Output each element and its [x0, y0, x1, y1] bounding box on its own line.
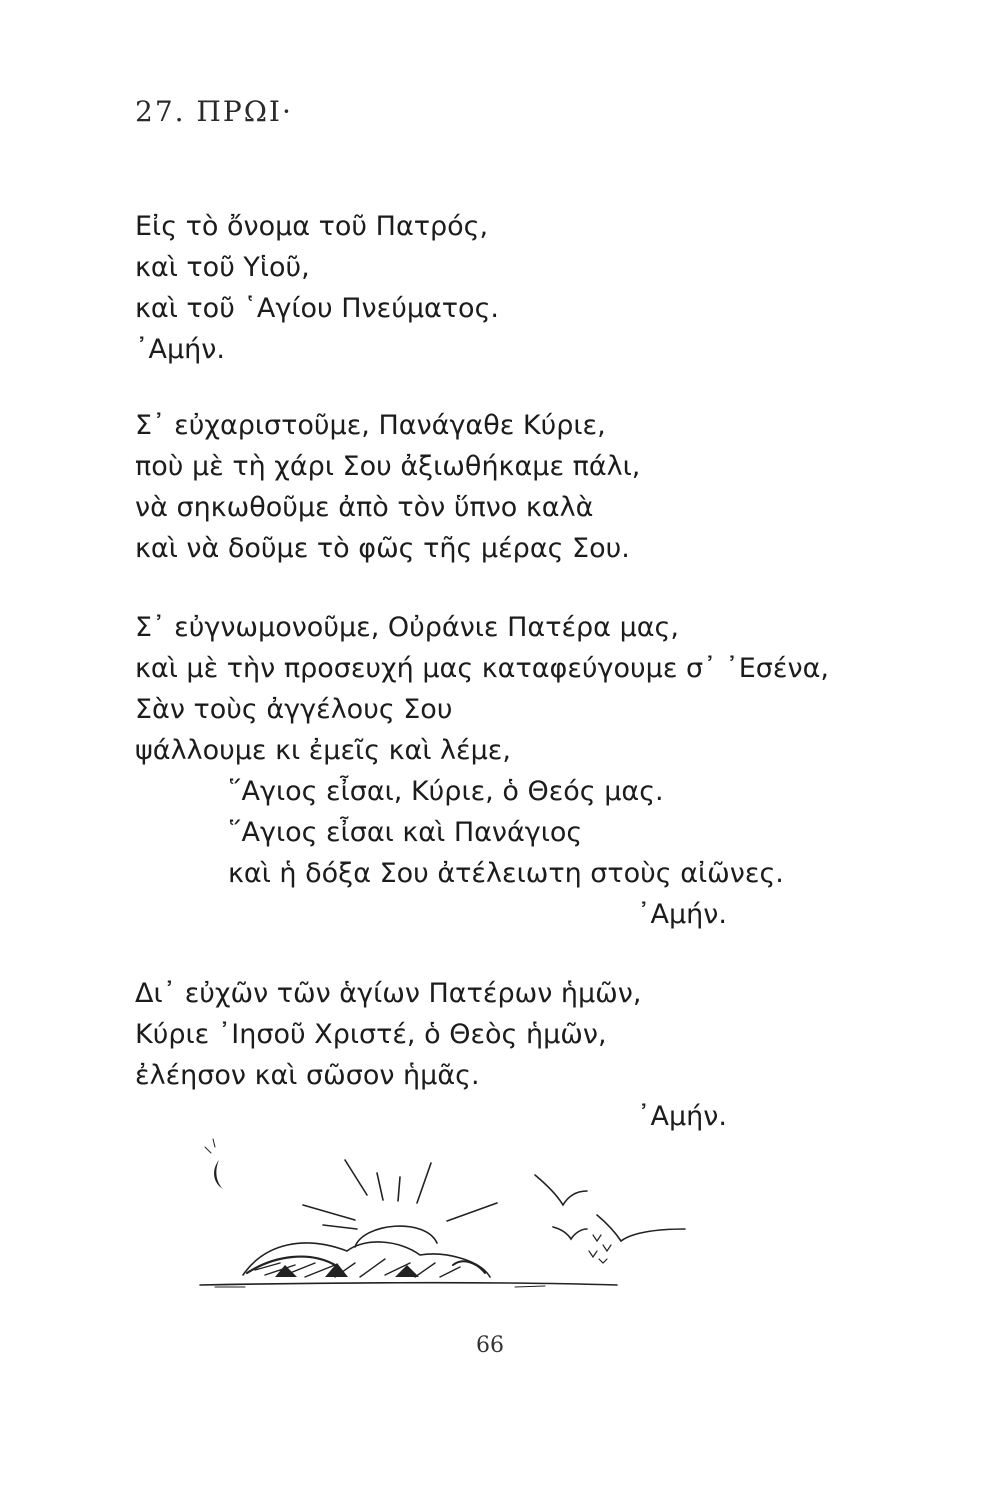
stanza3-line-6: ῞Αγιος εἶσαι καὶ Πανάγιος — [228, 817, 583, 848]
stanza4-amen: ᾿Αμήν. — [637, 1101, 727, 1132]
stanza2-line-4: καὶ νὰ δοῦμε τὸ φῶς τῆς μέρας Σου. — [135, 533, 630, 564]
page-title: 27. ΠΡΩΙ· — [135, 95, 293, 128]
stanza2-line-2: ποὺ μὲ τὴ χάρι Σου ἀξιωθήκαμε πάλι, — [135, 451, 641, 482]
stanza4-line-1: Δι᾿ εὐχῶν τῶν ἁγίων Πατέρων ἡμῶν, — [135, 978, 642, 1009]
stanza4-line-2: Κύριε ᾿Ιησοῦ Χριστέ, ὁ Θεὸς ἡμῶν, — [135, 1019, 607, 1050]
stanza1-line-2: καὶ τοῦ Υἱοῦ, — [135, 252, 310, 283]
page-number: 66 — [476, 1333, 504, 1358]
stanza4-line-3: ἐλέησον καὶ σῶσον ἡμᾶς. — [135, 1060, 480, 1091]
stanza3-amen: ᾿Αμήν. — [637, 899, 727, 930]
stanza3-line-7: καὶ ἡ δόξα Σου ἀτέλειωτη στοὺς αἰῶνες. — [228, 858, 784, 889]
stanza3-line-2: καὶ μὲ τὴν προσευχή μας καταφεύγουμε σ᾿ ᾿Εσένα, — [135, 653, 829, 684]
stanza3-line-1: Σ᾿ εὐγνωμονοῦμε, Οὐράνιε Πατέρα μας, — [135, 612, 679, 643]
stanza1-line-4: ᾿Αμήν. — [135, 334, 225, 365]
stanza3-line-3: Σὰν τοὺς ἀγγέλους Σου — [135, 694, 453, 725]
stanza2-line-1: Σ᾿ εὐχαριστοῦμε, Πανάγαθε Κύριε, — [135, 410, 606, 441]
stanza2-line-3: νὰ σηκωθοῦμε ἀπὸ τὸν ὕπνο καλὰ — [135, 492, 594, 523]
stanza1-line-3: καὶ τοῦ ῾Αγίου Πνεύματος. — [135, 293, 499, 324]
stanza1-line-1: Εἰς τὸ ὄνομα τοῦ Πατρός, — [135, 211, 489, 242]
sunrise-sketch-icon — [185, 1125, 705, 1310]
stanza3-line-4: ψάλλουμε κι ἐμεῖς καὶ λέμε, — [135, 735, 511, 766]
stanza3-line-5: ῞Αγιος εἶσαι, Κύριε, ὁ Θεός μας. — [228, 776, 664, 807]
